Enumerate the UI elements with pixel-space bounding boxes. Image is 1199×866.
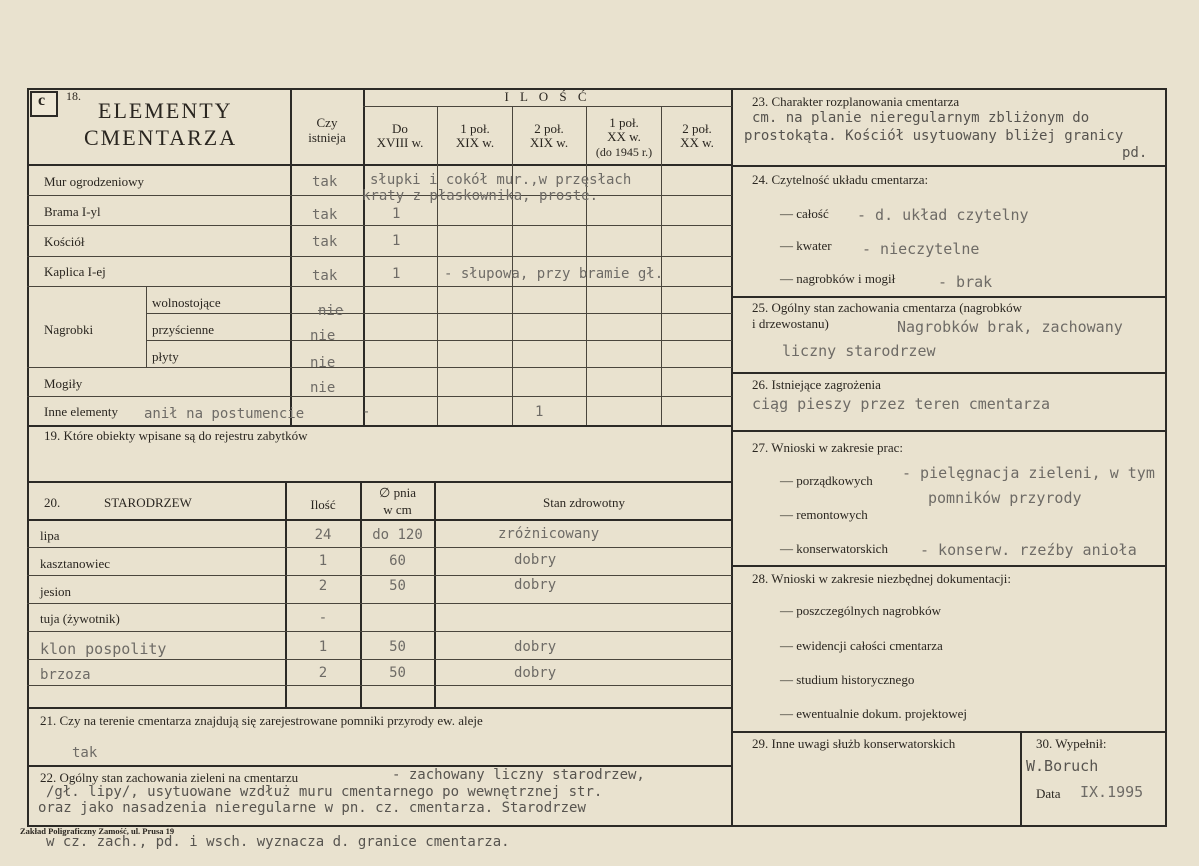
section-22-text2: /gł. lipy/, usytuowane wzdłuż muru cmentarnego po wewnętrznej str. [46, 784, 603, 800]
s20-stan-header: Stan zdrowotny [543, 495, 625, 510]
row-brama-label: Brama I-yl [44, 204, 101, 219]
col-do18 [437, 106, 438, 426]
section-23-text2: prostokąta. Kościół usytuowany bliżej granicy [744, 128, 1124, 144]
section-23-text3: pd. [1122, 145, 1148, 161]
tree-row-5-name: klon pospolity [40, 640, 167, 658]
s28-item-4: — ewentualnie dokum. projektowej [780, 706, 968, 721]
mid-border [731, 88, 733, 826]
ilosc-sub-line [363, 106, 732, 107]
header-bottom [27, 164, 732, 166]
period-3-l2: XIX w. [529, 135, 569, 150]
period-2-l1: 1 poł. [460, 121, 490, 136]
row-plyty-czy: nie [310, 355, 336, 371]
s27-porz-val2: pomników przyrody [928, 489, 1082, 507]
section-19-label: 19. Które obiekty wpisane są do rejestru zabytków [44, 428, 308, 443]
row-inne-label: Inne elementy [44, 404, 118, 419]
row-kaplica-note: - słupowa, przy bramie gł. [444, 266, 664, 282]
s24-nagrob: — nagrobków i mogił [780, 271, 896, 286]
nagrobki-label: Nagrobki [44, 322, 94, 337]
s24-kwater: — kwater [780, 238, 832, 253]
period-3-l1: 2 poł. [534, 121, 564, 136]
row-kaplica-czy: tak [312, 268, 338, 284]
period-2-l2: XIX w. [455, 135, 495, 150]
row-przysc-czy: nie [310, 328, 336, 344]
s24-calosc-val: - d. układ czytelny [857, 206, 1029, 224]
czy-header-2: istnieja [308, 130, 346, 145]
s28-item-1: — poszczególnych nagrobków [780, 603, 942, 618]
section-22-text1: - zachowany liczny starodrzew, [392, 767, 645, 783]
section-18-title-1: ELEMENTY [98, 98, 233, 123]
tree-row-5-ilosc: 1 [318, 639, 328, 655]
period-5-l2: XX w. [680, 135, 714, 150]
tree-row-5-stan: dobry [514, 639, 557, 655]
row-wolno-label: wolnostojące [152, 295, 221, 310]
printer-imprint: Zakład Poligraficzny Zamość, ul. Prusa 19 [20, 826, 175, 836]
section-18-number: 18. [66, 89, 81, 103]
section-25-text1: Nagrobków brak, zachowany [897, 318, 1123, 336]
s28-item-3: — studium historycznego [780, 672, 915, 687]
s27-konserw: — konserwatorskich [780, 541, 888, 556]
tree-row-6-stan: dobry [514, 665, 557, 681]
section-23-label: 23. Charakter rozplanowania cmentarza [752, 94, 960, 109]
tree-row-1-stan: zróżnicowany [498, 526, 600, 542]
ilosc-header: I L O Ś Ć [504, 89, 591, 104]
section-18-title-2: CMENTARZA [84, 125, 238, 150]
section-22-text4: w cz. zach., pd. i wsch. wyznacza d. granice cmentarza. [46, 834, 510, 850]
tree-row-2-name: kasztanowiec [40, 556, 111, 571]
row-wolno-czy: nie [318, 303, 344, 319]
tree-row-5-pnia: 50 [389, 639, 406, 655]
tree-row-1-ilosc: 24 [314, 527, 332, 543]
row-mur-text1: słupki i cokół mur.,w przęsłach [370, 172, 632, 188]
section-20-num: 20. [44, 495, 61, 510]
section-22-label: 22. Ogólny stan zachowania zieleni na cmentarzu [40, 770, 299, 785]
tree-row-2-stan: dobry [514, 552, 557, 568]
row-mogily-label: Mogiły [44, 376, 83, 391]
row-mur-text2: kraty z płaskownika, proste. [362, 188, 599, 204]
section-30-data-value: IX.1995 [1080, 783, 1144, 801]
tree-row-3-pnia: 50 [389, 578, 406, 594]
section-30-name: W.Boruch [1026, 757, 1099, 775]
row-kosciol-do18: 1 [392, 233, 401, 249]
period-1-l2: XVIII w. [376, 135, 424, 150]
s27-konserw-val: - konserw. rzeźby anioła [920, 541, 1137, 559]
s28-item-2: — ewidencji całości cmentarza [780, 638, 943, 653]
row-mur-label: Mur ogrodzeniowy [44, 174, 145, 189]
section-22-text3: oraz jako nasadzenia nieregularne w pn. cz. cmentarza. Starodrzew [38, 800, 586, 816]
section-21-answer: tak [72, 745, 98, 761]
tree-row-3-stan: dobry [514, 577, 557, 593]
period-4-l3: (do 1945 r.) [595, 145, 653, 159]
period-1-l1: Do [392, 121, 408, 136]
section-20-title: STARODRZEW [104, 495, 192, 510]
left-border [27, 88, 29, 826]
tree-row-6-pnia: 50 [389, 665, 406, 681]
row-plyty-label: płyty [152, 349, 179, 364]
row-kaplica-do18: 1 [392, 266, 401, 282]
section-28-label: 28. Wnioski w zakresie niezbędnej dokumentacji: [752, 571, 1011, 586]
row-kaplica-label: Kaplica I-ej [44, 264, 106, 279]
s24-kwater-val: - nieczytelne [862, 240, 980, 258]
tree-row-6-name: brzoza [40, 667, 91, 683]
tree-row-2-ilosc: 1 [318, 553, 328, 569]
tree-row-2-pnia: 60 [389, 553, 406, 569]
section-27-label: 27. Wnioski w zakresie prac: [752, 440, 904, 455]
row-kosciol-czy: tak [312, 234, 338, 250]
s20-pnia-header-2: w cm [383, 502, 412, 517]
tree-row-4-ilosc: - [318, 610, 328, 626]
tree-row-3-name: jesion [40, 584, 72, 599]
row-inne-dash: - [362, 404, 371, 420]
row-kosciol-label: Kościół [44, 234, 85, 249]
row-brama-czy: tak [312, 207, 338, 223]
section-24-label: 24. Czytelność układu cmentarza: [752, 172, 929, 187]
period-4-l1: 1 poł. [609, 115, 639, 130]
row-brama-do18: 1 [392, 206, 401, 222]
s27-remont: — remontowych [780, 507, 868, 522]
tree-row-4-name: tuja (żywotnik) [40, 611, 120, 626]
s20-pnia-header-1: ∅ pnia [379, 485, 416, 500]
tree-row-3-ilosc: 2 [318, 578, 328, 594]
tree-row-6-ilosc: 2 [318, 665, 328, 681]
section-26-text: ciąg pieszy przez teren cmentarza [752, 395, 1051, 413]
section-25-text2: liczny starodrzew [782, 342, 936, 360]
section-25-label-2: i drzewostanu) [752, 316, 829, 331]
section-30-label: 30. Wypełnił: [1036, 736, 1107, 751]
row-mogily-czy: nie [310, 380, 336, 396]
section-26-label: 26. Istniejące zagrożenia [752, 377, 881, 392]
period-4-l2: XX w. [607, 129, 641, 144]
czy-header-1: Czy [316, 115, 338, 130]
s20-ilosc-header: Ilość [310, 497, 336, 512]
s27-porz-val1: - pielęgnacja zieleni, w tym [902, 464, 1155, 482]
section-23-text1: cm. na planie nieregularnym zbliżonym do [752, 110, 1090, 126]
section-29-label: 29. Inne uwagi służb konserwatorskich [752, 736, 956, 751]
tree-row-1-name: lipa [40, 528, 60, 543]
period-5-l1: 2 poł. [682, 121, 712, 136]
row-mur-czy: tak [312, 174, 338, 190]
s24-nagrob-val: - brak [938, 273, 993, 291]
row-inne-xix2: 1 [535, 404, 544, 420]
section-c-letter: c [38, 92, 46, 109]
section-25-label-1: 25. Ogólny stan zachowania cmentarza (nagrobków [752, 300, 1023, 315]
row-inne-typed: anił na postumencie [144, 406, 305, 422]
s24-calosc: — całość [780, 206, 829, 221]
row-przysc-label: przyścienne [152, 322, 215, 337]
section-21-label: 21. Czy na terenie cmentarza znajdują się zarejestrowane pomniki przyrody ew. aleje [40, 713, 483, 728]
tree-row-1-pnia: do 120 [372, 527, 423, 543]
section-30-data-label: Data [1036, 786, 1061, 801]
s27-porz: — porządkowych [780, 473, 873, 488]
